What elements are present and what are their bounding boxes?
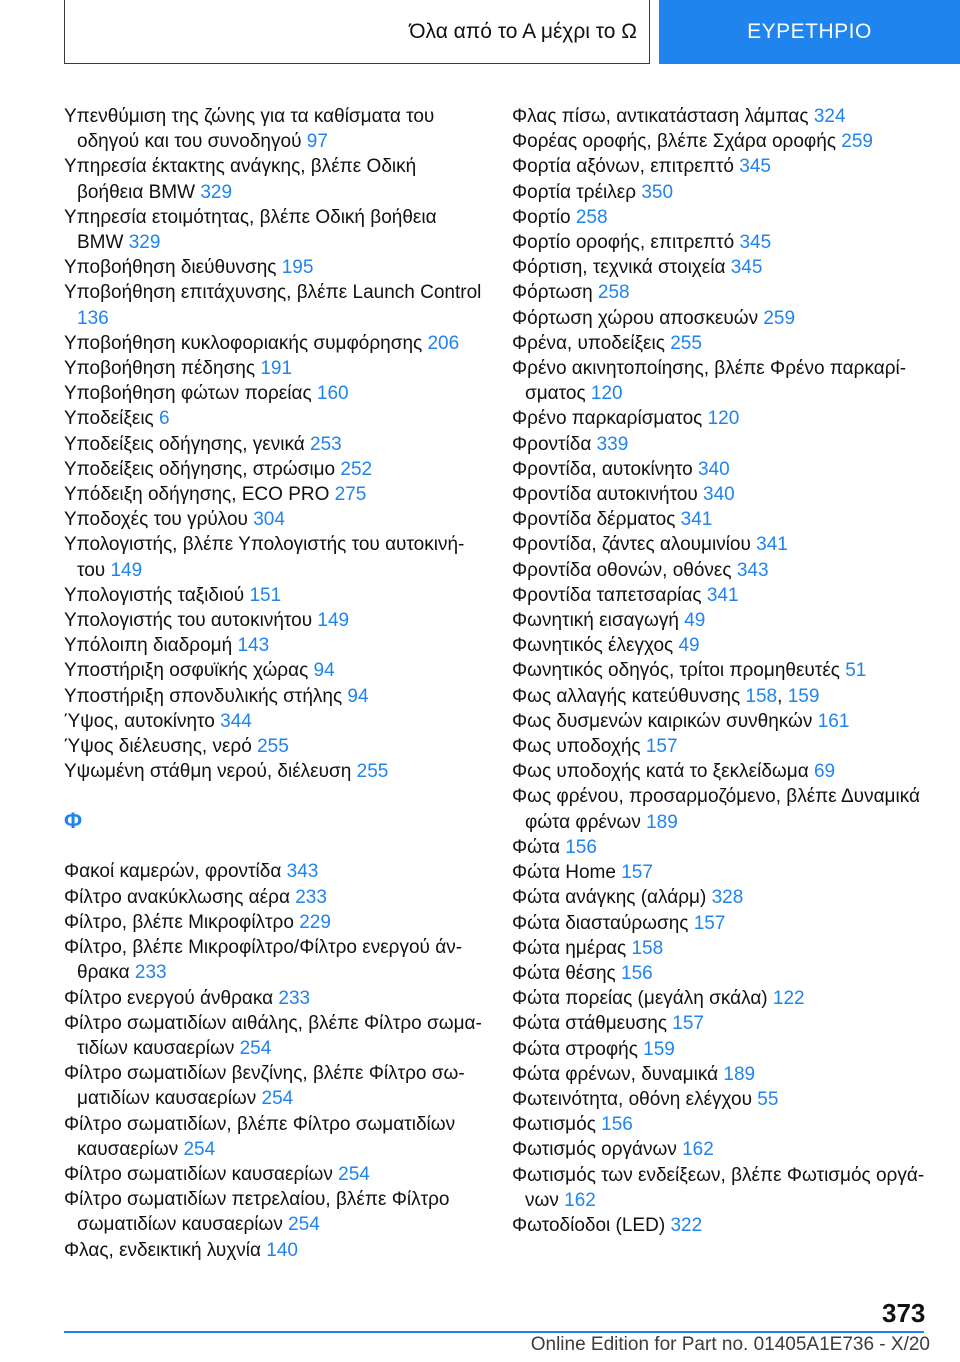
page-reference-link[interactable]: 322	[670, 1214, 703, 1236]
page-reference-link[interactable]: 329	[128, 232, 161, 254]
index-entry	[64, 482, 484, 507]
index-entry	[512, 507, 932, 532]
index-entry	[512, 482, 932, 507]
index-entry-term: Φορέας οροφής, βλέπε Σχάρα οροφής	[512, 131, 836, 153]
page-reference-link[interactable]: 343	[286, 861, 319, 883]
index-entry-term: Φωνητική εισαγωγή	[512, 610, 679, 632]
index-entry-term: Φόρτιση, τεχνικά στοιχεία	[512, 257, 726, 279]
index-entry	[512, 734, 932, 759]
page-reference-link[interactable]: 159	[787, 685, 820, 707]
page-reference-link[interactable]: 156	[621, 962, 653, 984]
index-entry-term: Φώτα στάθμευσης	[512, 1013, 667, 1035]
footer-divider	[64, 1331, 924, 1333]
page-reference-link[interactable]: 304	[253, 509, 285, 531]
page-reference-link[interactable]: 343	[736, 559, 769, 581]
page-reference-link[interactable]: 140	[266, 1239, 298, 1261]
page-reference-link[interactable]: 149	[110, 559, 143, 581]
page-reference-link[interactable]: 259	[841, 131, 873, 153]
page-reference-link[interactable]: 339	[596, 433, 629, 455]
index-entries-left	[64, 104, 484, 784]
index-entry	[64, 381, 484, 406]
index-entry-term: Υποβοήθηση πέδησης	[64, 358, 256, 380]
page-reference-link[interactable]: 254	[288, 1214, 320, 1236]
index-entry	[512, 709, 932, 734]
index-column-right	[512, 104, 932, 1238]
page-reference-link[interactable]: 341	[680, 509, 713, 531]
index-entry-term: Υπενθύμιση της ζώνης για τα καθίσματα του οδηγού και του συνοδηγού	[64, 106, 435, 153]
index-entry	[64, 709, 484, 734]
index-entry-term: Φως φρένου, προσαρμοζόμενο, βλέπε Δυναμικά φώτα φρένων	[512, 786, 920, 833]
page-reference-link[interactable]: 255	[356, 761, 389, 783]
page-reference-link[interactable]: 189	[723, 1063, 756, 1085]
index-entry	[512, 1011, 932, 1036]
page-reference-link[interactable]: 6	[158, 408, 170, 430]
index-entry-term: Φωτισμός	[512, 1114, 596, 1136]
index-entry	[512, 558, 932, 583]
index-entry-term: Φίλτρο ενεργού άνθρακα	[64, 987, 274, 1009]
index-entry	[64, 1011, 484, 1061]
page-reference-link[interactable]: 122	[772, 988, 805, 1010]
index-entry	[512, 835, 932, 860]
index-entry	[512, 356, 932, 406]
page-reference-link[interactable]: 341	[706, 584, 739, 606]
index-entry	[512, 583, 932, 608]
index-entry	[64, 633, 484, 658]
index-entry-term: Φροντίδα	[512, 433, 592, 455]
page-reference-link[interactable]: 255	[257, 736, 289, 758]
index-entry	[64, 1162, 484, 1187]
index-entry	[512, 986, 932, 1011]
index-entry-term: Φώτα Home	[512, 862, 616, 884]
index-entry	[512, 406, 932, 431]
index-entry	[64, 205, 484, 255]
index-tab[interactable]	[659, 0, 960, 64]
page-reference-link[interactable]: 159	[643, 1038, 675, 1060]
index-entry-term: Φίλτρο ανακύκλωσης αέρα	[64, 886, 290, 908]
index-entry	[512, 658, 932, 683]
index-entry	[512, 936, 932, 961]
index-entry	[512, 1213, 932, 1238]
index-entry-term: Φως αλλαγής κατεύθυνσης	[512, 685, 741, 707]
index-entry	[64, 583, 484, 608]
footer-edition-text: Online Edition for Part no. 01405A1E736 - X/20	[530, 1334, 930, 1355]
page-reference-link[interactable]: 229	[299, 911, 331, 933]
page-reference-link[interactable]: 120	[707, 408, 740, 430]
index-entry	[64, 532, 484, 582]
index-entry-term: Φίλτρο σωματιδίων καυσαερίων	[64, 1163, 333, 1185]
index-entry-term: Φροντίδα αυτοκινήτου	[512, 484, 698, 506]
index-entry-term: Φώτα διασταύρωσης	[512, 912, 689, 934]
index-entry-term: Ύψος, αυτοκίνητο	[64, 710, 215, 732]
index-entry-term: Ύψος διέλευσης, νερό	[64, 736, 252, 758]
page-reference-link[interactable]: 324	[813, 106, 846, 127]
index-entry	[64, 658, 484, 683]
index-entry-term: Φωτεινότητα, οθόνη ελέγχου	[512, 1088, 752, 1110]
index-entry-term: Φρένα, υποδείξεις	[512, 332, 665, 354]
index-entry	[64, 684, 484, 709]
page-reference-link[interactable]: 253	[310, 433, 342, 455]
index-entry-term: Φόρτωση χώρου αποσκευών	[512, 307, 759, 329]
index-entry-term: Φώτα ημέρας	[512, 937, 627, 959]
index-entry	[64, 608, 484, 633]
page-reference-link[interactable]: 162	[682, 1139, 714, 1161]
letter-heading: Φ	[64, 808, 83, 834]
page-reference-link[interactable]: 345	[730, 257, 763, 279]
index-entry-term: Φορτίο	[512, 206, 571, 228]
index-entry-term: Υψωμένη στάθμη νερού, διέλευση	[64, 761, 352, 783]
index-entry	[512, 280, 932, 305]
index-tab-label: ΕΥΡΕΤΗΡΙΟ	[747, 20, 872, 43]
page-reference-link[interactable]: 149	[317, 610, 350, 632]
page-reference-link[interactable]: 158	[631, 937, 664, 959]
page-reference-link[interactable]: 341	[756, 534, 788, 556]
page-reference-link[interactable]: 157	[621, 862, 653, 884]
index-entry	[64, 432, 484, 457]
page-reference-link[interactable]: 156	[601, 1114, 633, 1136]
index-entry	[64, 1238, 484, 1263]
index-entry	[64, 104, 484, 154]
index-entry	[512, 129, 932, 154]
page-reference-link[interactable]: 162	[564, 1189, 596, 1211]
index-entry-term: Φως υποδοχής	[512, 736, 641, 758]
index-entry	[512, 885, 932, 910]
index-entry	[512, 154, 932, 179]
index-entry-term: Υπηρεσία ετοιμότητας, βλέπε Οδική βοήθεια BMW	[64, 206, 437, 254]
index-entries-right	[512, 104, 932, 1238]
index-entry-term: Υπολογιστής του αυτοκινήτου	[64, 610, 313, 632]
index-entry	[512, 432, 932, 457]
page-reference-link[interactable]: 136	[77, 307, 109, 329]
index-entry-term: Υποστήριξη οσφυϊκής χώρας	[64, 660, 309, 682]
index-entry	[512, 230, 932, 255]
index-entry-term: Υποβοήθηση κυκλοφοριακής συμφόρησης	[64, 332, 423, 354]
page-reference-link[interactable]: 157	[645, 736, 678, 758]
page-reference-link[interactable]: 254	[239, 1037, 272, 1059]
page-reference-link[interactable]: 340	[697, 458, 730, 480]
index-entry	[64, 507, 484, 532]
page-reference-link[interactable]: 156	[565, 836, 597, 858]
page-reference-link[interactable]: 258	[575, 206, 608, 228]
index-entry-term: Υποβοήθηση επιτάχυνσης, βλέπε Launch Control	[64, 282, 482, 304]
index-entry	[512, 1163, 932, 1213]
index-entry	[512, 961, 932, 986]
index-entry	[64, 885, 484, 910]
index-entry-term: Υποβοήθηση φώτων πορείας	[64, 383, 312, 405]
page-reference-link[interactable]: 259	[763, 307, 796, 329]
index-entry	[512, 1087, 932, 1112]
index-entry-term: Φωνητικός έλεγχος	[512, 635, 674, 657]
index-entry-term: Φίλτρο σωματιδίων πετρελαίου, βλέπε Φίλτρο σωματιδίων καυσαερίων	[64, 1189, 450, 1236]
page-reference-link[interactable]: 49	[678, 635, 700, 657]
page-reference-link[interactable]: 151	[249, 584, 282, 606]
page-reference-link[interactable]: 340	[703, 484, 735, 506]
index-entry-term: Φρένο ακινητοποίησης, βλέπε Φρένο παρκαρίσματος	[512, 358, 907, 405]
page-reference-link[interactable]: 51	[845, 660, 867, 682]
page-reference-link[interactable]: 94	[347, 685, 369, 707]
page-reference-link[interactable]: 233	[134, 962, 167, 984]
index-entry-term: Υποδείξεις	[64, 408, 154, 430]
index-entry-term: Φωτοδίοδοι (LED)	[512, 1214, 666, 1236]
index-entry	[64, 910, 484, 935]
index-entry	[512, 784, 932, 834]
index-entry	[64, 734, 484, 759]
page-reference-link[interactable]: 258	[597, 282, 630, 304]
index-entry-term: Υποβοήθηση διεύθυνσης	[64, 257, 277, 279]
index-entries-left-after-letter	[64, 859, 484, 1262]
page-reference-link[interactable]: 158	[745, 685, 778, 707]
index-entry-term: Υποδείξεις οδήγησης, στρώσιμο	[64, 458, 336, 480]
index-entry	[64, 1061, 484, 1111]
index-entry	[512, 608, 932, 633]
page-reference-link[interactable]: 233	[295, 886, 327, 908]
index-entry-term: Φωτισμός των ενδείξεων, βλέπε Φωτισμός οργάνων	[512, 1164, 925, 1211]
index-entry-term: Φωνητικός οδηγός, τρίτοι προμηθευτές	[512, 660, 840, 682]
index-entry	[512, 911, 932, 936]
index-entry-term: Φορτία αξόνων, επιτρεπτό	[512, 156, 734, 178]
index-entry	[64, 154, 484, 204]
index-entry	[512, 759, 932, 784]
index-entry	[512, 1112, 932, 1137]
page-reference-link[interactable]: 233	[278, 987, 311, 1009]
index-entry-term: Φόρτωση	[512, 282, 593, 304]
index-entry	[64, 457, 484, 482]
index-entry-term: Φωτισμός οργάνων	[512, 1139, 677, 1161]
page-reference-link[interactable]: 161	[817, 710, 850, 732]
index-entry-term: Φίλτρο, βλέπε Μικροφίλτρο/Φίλτρο ενεργού άνθρακα	[64, 937, 463, 984]
index-entry-term: Υποδείξεις οδήγησης, γενικά	[64, 433, 305, 455]
index-entry	[64, 331, 484, 356]
page-reference-link[interactable]: 344	[220, 710, 252, 732]
index-entry	[512, 255, 932, 280]
page-reference-link[interactable]: 69	[813, 761, 836, 783]
index-entry	[512, 860, 932, 885]
index-entry-term: Φροντίδα, αυτοκίνητο	[512, 458, 693, 480]
index-entry-term: Φίλτρο σωματιδίων βενζίνης, βλέπε Φίλτρο σωματιδίων καυσαερίων	[64, 1063, 465, 1110]
page-reference-link[interactable]: 191	[260, 358, 293, 380]
index-entry	[512, 1037, 932, 1062]
index-entry-term: Φίλτρο σωματιδίων αιθάλης, βλέπε Φίλτρο σωματιδίων καυσαερίων	[64, 1012, 482, 1059]
page-reference-link[interactable]: 97	[306, 131, 328, 153]
index-entry-term: Υποστήριξη σπονδυλικής στήλης	[64, 685, 343, 707]
page-number: 373	[882, 1298, 926, 1328]
index-entry-term: Φώτα	[512, 836, 560, 858]
index-entry-term: Φλας πίσω, αντικατάσταση λάμπας	[512, 106, 809, 127]
page-reference-link[interactable]: 206	[427, 332, 460, 354]
page-reference-link[interactable]: 350	[641, 181, 674, 203]
index-entry	[64, 280, 484, 330]
index-entry-term: Φώτα πορείας (μεγάλη σκάλα)	[512, 988, 768, 1010]
index-entry-term: Υπολογιστής ταξιδιού	[64, 584, 245, 606]
page-reference-link[interactable]: 55	[757, 1088, 779, 1110]
index-entry	[512, 306, 932, 331]
index-entry-term: Φορτίο οροφής, επιτρεπτό	[512, 232, 735, 254]
index-entry-term: Φακοί καμερών, φροντίδα	[64, 861, 282, 883]
index-entry	[512, 457, 932, 482]
index-entry-term: Φροντίδα δέρματος	[512, 509, 676, 531]
index-entry	[512, 633, 932, 658]
section-tab[interactable]	[64, 0, 650, 64]
page-reference-link[interactable]: 143	[237, 635, 270, 657]
page-reference-link[interactable]: 345	[739, 156, 771, 178]
index-entry-term: Φορτία τρέιλερ	[512, 181, 637, 203]
index-entry	[512, 532, 932, 557]
index-entry-term: Φίλτρο, βλέπε Μικροφίλτρο	[64, 911, 294, 933]
page-reference-link[interactable]: 252	[340, 458, 373, 480]
page-reference-link[interactable]: 328	[711, 887, 744, 909]
index-entry-term: Φως δυσμενών καιρικών συνθηκών	[512, 710, 813, 732]
page-reference-link[interactable]: 329	[200, 181, 233, 203]
index-entry-term: Φροντίδα οθονών, οθόνες	[512, 559, 732, 581]
index-entry-term: Φροντίδα ταπετσαρίας	[512, 584, 702, 606]
page-reference-link[interactable]: 255	[670, 332, 702, 354]
index-entry-term: Φώτα στροφής	[512, 1038, 638, 1060]
index-entry-term: Φώτα φρένων, δυναμικά	[512, 1063, 719, 1085]
index-entry: Φως αλλαγής κατεύθυνσης 158, 159	[512, 685, 820, 707]
page-reference-link[interactable]: 254	[261, 1088, 294, 1110]
page-reference-link[interactable]: 195	[281, 257, 314, 279]
index-entry	[64, 759, 484, 784]
index-entry	[64, 255, 484, 280]
page-reference-link[interactable]: 254	[338, 1163, 370, 1185]
index-entry-term: Υπόδειξη οδήγησης, ECO PRO	[64, 484, 330, 506]
index-entry	[512, 104, 932, 129]
index-entry-term: Υπηρεσία έκτακτης ανάγκης, βλέπε Οδική βοήθεια BMW	[64, 156, 417, 203]
page-reference-link[interactable]: 254	[183, 1138, 216, 1160]
index-entry	[512, 1062, 932, 1087]
index-entry-term: Φώτα θέσης	[512, 962, 616, 984]
page-reference-link[interactable]: 345	[739, 232, 772, 254]
index-entry	[64, 859, 484, 884]
index-entry	[64, 356, 484, 381]
index-entry-term: Φρένο παρκαρίσματος	[512, 408, 703, 430]
index-entry-term: Υποδοχές του γρύλου	[64, 509, 248, 531]
index-entry-term: Φως υποδοχής κατά το ξεκλείδωμα	[512, 761, 809, 783]
index-entry-term: Φίλτρο σωματιδίων, βλέπε Φίλτρο σωματιδίων καυσαερίων	[64, 1113, 456, 1160]
page-reference-link[interactable]: 157	[672, 1013, 704, 1035]
page-reference-link[interactable]: 94	[313, 660, 335, 682]
index-entry	[64, 1187, 484, 1237]
page-reference-link[interactable]: 160	[316, 383, 349, 405]
page-reference-link[interactable]: 157	[693, 912, 726, 934]
index-entry	[512, 205, 932, 230]
index-entry	[64, 1112, 484, 1162]
page-reference-link[interactable]: 120	[590, 383, 623, 405]
index-entry	[64, 406, 484, 431]
index-column-left	[64, 104, 484, 1263]
index-entry	[512, 1137, 932, 1162]
index-entry-term: Φώτα ανάγκης (αλάρμ)	[512, 887, 707, 909]
page-reference-link[interactable]: 189	[646, 811, 678, 833]
index-entry	[64, 935, 484, 985]
page-reference-link[interactable]: 275	[334, 484, 367, 506]
index-entry-term: Υπόλοιπη διαδρομή	[64, 635, 233, 657]
index-entry	[512, 180, 932, 205]
index-entry-term: Υπολογιστής, βλέπε Υπολογιστής του αυτοκινήτου	[64, 534, 465, 581]
section-tab-label: Όλα από το Α μέχρι το Ω	[409, 19, 637, 43]
page-reference-link[interactable]: 49	[684, 610, 706, 632]
index-entry	[64, 986, 484, 1011]
index-entry-term: Φλας, ενδεικτική λυχνία	[64, 1239, 261, 1261]
index-entry	[512, 331, 932, 356]
index-entry-term: Φροντίδα, ζάντες αλουμινίου	[512, 534, 751, 556]
